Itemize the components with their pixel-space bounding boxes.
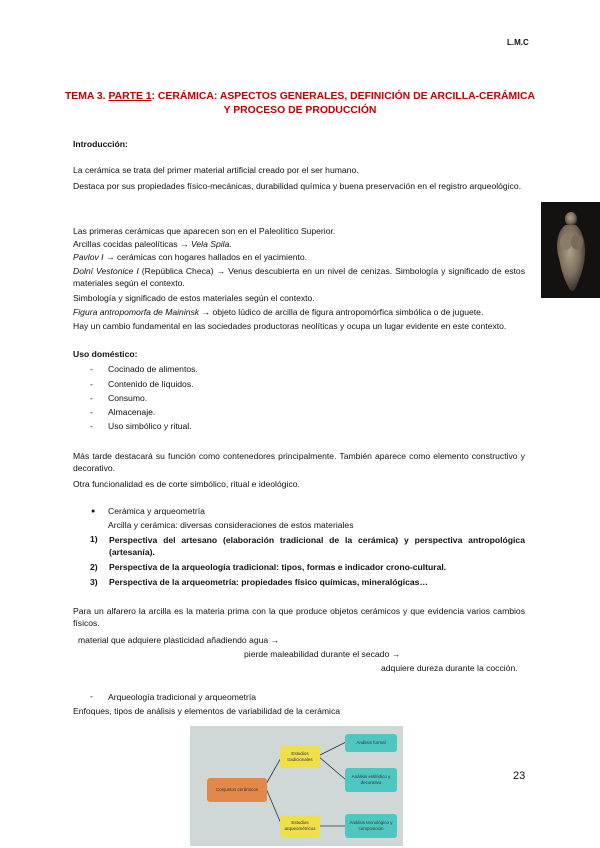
dash-marker: - — [90, 407, 93, 417]
intro-heading: Introducción: — [73, 139, 128, 149]
p5-site: Pavlov I — [73, 252, 104, 262]
diagram-stylistic-node: Análisis estilístico y decorativo — [345, 768, 397, 792]
p5-text: → cerámicas con hogares hallados en el yacimiento. — [103, 252, 308, 262]
process-step-1: material que adquiere plasticidad añadiendo agua → — [78, 635, 280, 645]
p6-site: Dolní Vestonice I — [73, 266, 139, 276]
paragraph-13: Para un alfarero la arcilla es la materia prima con la que produce objetos cerámicos y que evidencia varios cambios físicos. — [73, 606, 525, 628]
title-part: PARTE 1 — [108, 91, 152, 102]
list-item — [109, 534, 525, 558]
p6-text: (República Checa) → Venus descubierta en un nivel de cenizas. Simbología y significado de estos materiales según el contexto. — [73, 266, 525, 288]
ceramics-diagram — [190, 726, 403, 846]
dash-marker: - — [90, 379, 93, 389]
dash-marker: - — [90, 421, 93, 431]
paragraph-3: Las primeras cerámicas que aparecen son en el Paleolítico Superior. — [73, 226, 336, 236]
dash-heading: Arqueología tradicional y arqueometría — [108, 692, 257, 702]
process-step-3: adquiere dureza durante la cocción. — [381, 663, 518, 673]
paragraph-11: Más tarde destacará su función como contenedores principalmente. También aparece como elemento constructivo y decorativo. — [73, 451, 525, 473]
bullet-dot: ● — [91, 508, 96, 515]
list-number: 1) — [90, 534, 98, 544]
list-item: Consumo. — [108, 393, 148, 403]
list-item: Perspectiva de la arqueología tradicional: tipos, formas e indicador crono-cultural. — [109, 562, 447, 572]
paragraph-6 — [73, 265, 525, 289]
paragraph-7: Simbología y significado de estos materiales según el contexto. — [73, 293, 315, 303]
page-number: 23 — [513, 770, 526, 782]
title-prefix: TEMA 3. — [64, 91, 109, 102]
list-item: Uso simbólico y ritual. — [108, 421, 192, 431]
paragraph-2: Destaca por sus propiedades físico-mecánicas, durabilidad química y buena preservación en el registro arqueológico. — [73, 181, 522, 191]
header-initials: L.M.C — [507, 38, 529, 47]
bullet-subtitle: Arcilla y cerámica: diversas consideraciones de estos materiales — [108, 520, 354, 530]
paragraph-9: Hay un cambio fundamental en las sociedades productoras neolíticas y ocupa un lugar evidente en este contexto. — [73, 321, 507, 331]
list-number: 2) — [90, 562, 98, 572]
list-item: Contenido de líquidos. — [108, 379, 194, 389]
dash-marker: - — [90, 691, 93, 701]
list-item: Almacenaje. — [108, 407, 156, 417]
page-title — [60, 90, 540, 118]
list-item-text: Perspectiva del artesano (elaboración tradicional de la cerámica) y perspectiva antropológica — [109, 535, 525, 545]
list-item-cont: (artesanía). — [109, 547, 155, 557]
list-item: Cocinado de alimentos. — [108, 364, 198, 374]
diagram-technological-node: Análisis tecnológico y composición — [345, 814, 397, 838]
paragraph-8 — [73, 306, 483, 318]
list-item: Perspectiva de la arqueometría: propiedades físico químicas, mineralógicas… — [109, 577, 429, 587]
process-step-2: pierde maleabilidad durante el secado → — [244, 649, 401, 659]
paragraph-10: Uso doméstico: — [73, 349, 138, 359]
p4-site: Vela Spila. — [190, 239, 232, 249]
p8-text: → objeto lúdico de arcilla de figura antropomórfica simbólica o de juguete. — [199, 307, 484, 317]
p4-text: Arcillas cocidas paleolíticas → — [73, 239, 191, 249]
paragraph-17: Enfoques, tipos de análisis y elementos de variabilidad de la cerámica — [73, 706, 341, 716]
list-number: 3) — [90, 577, 98, 587]
p8-figure: Figura antropomorfa de Maininsk — [73, 307, 200, 317]
paragraph-1: La cerámica se trata del primer material artificial creado por el ser humano. — [73, 165, 359, 175]
diagram-traditional-node: Estudios tradicionales — [280, 746, 320, 768]
figurine-shape — [541, 202, 600, 298]
diagram-formal-node: Análisis formal — [345, 734, 397, 752]
dash-marker: - — [90, 364, 93, 374]
title-line2: Y PROCESO DE PRODUCCIÓN — [223, 105, 377, 116]
bullet-title: Cerámica y arqueometría — [108, 506, 205, 516]
diagram-root-node: Conjuntos cerámicos — [207, 778, 267, 802]
paragraph-12: Otra funcionalidad es de corte simbólico, ritual e ideológico. — [73, 479, 300, 489]
dash-marker: - — [90, 393, 93, 403]
title-line1: : CERÁMICA: ASPECTOS GENERALES, DEFINICIÓN DE ARCILLA-CERÁMICA — [151, 91, 536, 102]
paragraph-4 — [73, 238, 232, 250]
diagram-archaeometric-node: Estudios arqueométricos — [280, 815, 320, 837]
paragraph-5 — [73, 251, 307, 263]
venus-figurine-photo — [541, 202, 600, 298]
